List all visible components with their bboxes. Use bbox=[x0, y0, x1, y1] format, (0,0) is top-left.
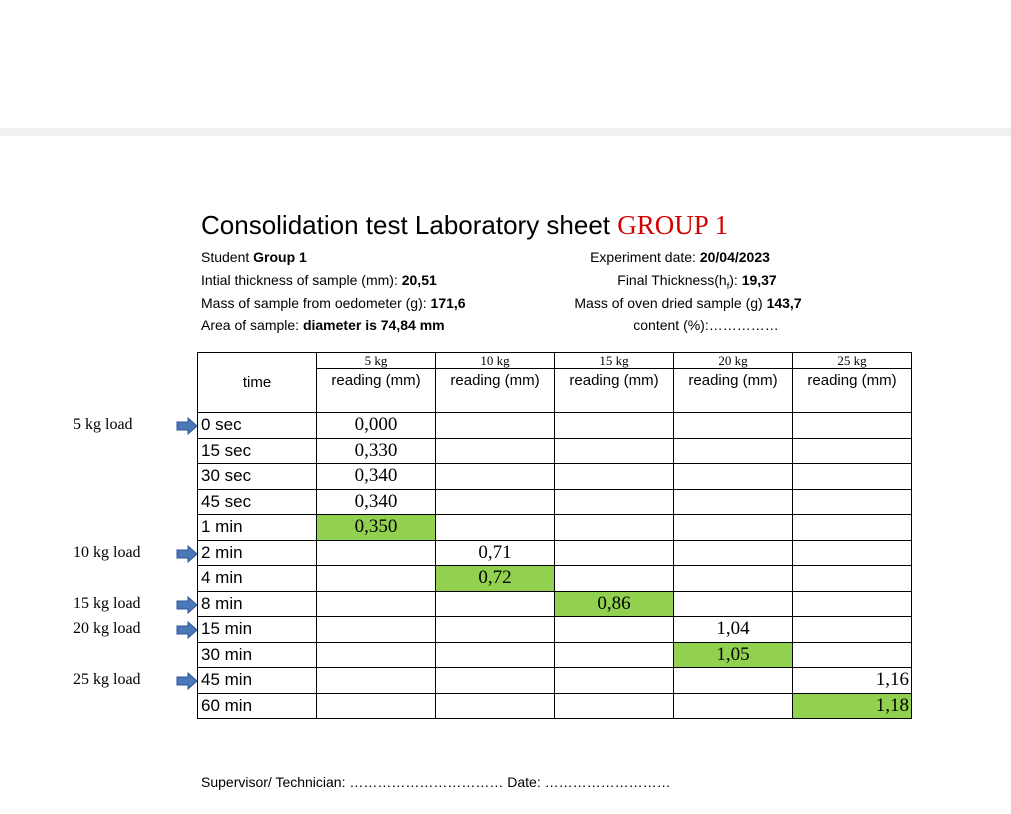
table-row bbox=[198, 668, 912, 694]
table-row bbox=[198, 464, 912, 490]
reading-cell bbox=[436, 464, 555, 490]
reading-cell: 0,330 bbox=[317, 438, 436, 464]
time-cell: 8 min bbox=[198, 591, 317, 617]
reading-cell: 1,18 bbox=[793, 693, 912, 719]
group-title: GROUP 1 bbox=[617, 210, 729, 240]
reading-cell: 1,16 bbox=[793, 668, 912, 694]
reading-cell: 0,350 bbox=[317, 515, 436, 541]
column-header bbox=[793, 353, 912, 413]
reading-cell bbox=[436, 668, 555, 694]
reading-cell bbox=[317, 693, 436, 719]
reading-cell bbox=[436, 515, 555, 541]
student-value: Group 1 bbox=[253, 249, 307, 265]
mass-oedometer-value: 171,6 bbox=[430, 295, 466, 311]
time-cell: 2 min bbox=[198, 540, 317, 566]
time-cell: 30 min bbox=[198, 642, 317, 668]
reading-cell bbox=[793, 642, 912, 668]
column-label: reading (mm) bbox=[807, 372, 897, 389]
time-cell: 45 min bbox=[198, 668, 317, 694]
reading-cell bbox=[317, 642, 436, 668]
time-header: time bbox=[198, 353, 317, 413]
reading-cell bbox=[674, 668, 793, 694]
student-info: Student Group 1 bbox=[201, 249, 307, 265]
reading-cell bbox=[555, 540, 674, 566]
reading-cell bbox=[436, 591, 555, 617]
reading-cell bbox=[555, 693, 674, 719]
table-row bbox=[198, 566, 912, 592]
initial-thickness-value: 20,51 bbox=[401, 272, 437, 288]
reading-cell bbox=[793, 591, 912, 617]
area-of-sample: Area of sample: diameter is 74,84 mm bbox=[201, 317, 445, 333]
column-header bbox=[436, 353, 555, 413]
reading-cell bbox=[555, 489, 674, 515]
reading-cell: 1,04 bbox=[674, 617, 793, 643]
reading-cell bbox=[436, 489, 555, 515]
time-cell: 1 min bbox=[198, 515, 317, 541]
reading-cell: 1,05 bbox=[674, 642, 793, 668]
reading-cell bbox=[674, 566, 793, 592]
reading-cell bbox=[793, 489, 912, 515]
reading-cell bbox=[793, 464, 912, 490]
supervisor-signature-line: Supervisor/ Technician: …………………………… Date: ……………………… bbox=[201, 774, 671, 790]
reading-cell bbox=[674, 438, 793, 464]
top-separator-band bbox=[0, 128, 1011, 136]
reading-cell: 0,71 bbox=[436, 540, 555, 566]
table-row bbox=[198, 642, 912, 668]
reading-cell bbox=[436, 413, 555, 439]
reading-cell bbox=[793, 413, 912, 439]
reading-cell bbox=[674, 489, 793, 515]
reading-cell bbox=[555, 668, 674, 694]
table-row bbox=[198, 540, 912, 566]
column-label: reading (mm) bbox=[450, 372, 540, 389]
reading-cell bbox=[555, 515, 674, 541]
table-row bbox=[198, 438, 912, 464]
initial-thickness: Intial thickness of sample (mm): 20,51 bbox=[201, 272, 437, 288]
table-row bbox=[198, 591, 912, 617]
reading-cell bbox=[317, 540, 436, 566]
reading-cell: 0,86 bbox=[555, 591, 674, 617]
column-label: reading (mm) bbox=[331, 372, 421, 389]
time-cell: 45 sec bbox=[198, 489, 317, 515]
reading-cell bbox=[793, 540, 912, 566]
time-cell: 30 sec bbox=[198, 464, 317, 490]
load-arrow-icon bbox=[176, 596, 198, 614]
reading-cell bbox=[793, 438, 912, 464]
table-row bbox=[198, 693, 912, 719]
column-header bbox=[317, 353, 436, 413]
column-header bbox=[674, 353, 793, 413]
table-row bbox=[198, 617, 912, 643]
table-row bbox=[198, 515, 912, 541]
reading-cell bbox=[555, 566, 674, 592]
reading-cell bbox=[674, 413, 793, 439]
reading-cell: 0,340 bbox=[317, 489, 436, 515]
column-load: 25 kg bbox=[793, 353, 911, 369]
load-arrow-icon bbox=[176, 621, 198, 639]
reading-cell bbox=[436, 642, 555, 668]
reading-cell: 0,000 bbox=[317, 413, 436, 439]
experiment-date: Experiment date: 20/04/2023 bbox=[590, 249, 770, 265]
reading-cell bbox=[555, 438, 674, 464]
final-thickness-value: 19,37 bbox=[741, 272, 777, 288]
load-label: 20 kg load bbox=[73, 620, 141, 637]
column-header bbox=[555, 353, 674, 413]
time-cell: 60 min bbox=[198, 693, 317, 719]
reading-cell bbox=[674, 591, 793, 617]
reading-cell bbox=[793, 566, 912, 592]
column-label: reading (mm) bbox=[688, 372, 778, 389]
reading-cell bbox=[555, 642, 674, 668]
reading-cell bbox=[674, 464, 793, 490]
time-cell: 15 sec bbox=[198, 438, 317, 464]
reading-cell bbox=[317, 617, 436, 643]
mass-oedometer: Mass of sample from oedometer (g): 171,6 bbox=[201, 295, 466, 311]
header-row bbox=[198, 353, 912, 413]
reading-cell bbox=[317, 668, 436, 694]
reading-cell bbox=[436, 693, 555, 719]
sheet-title bbox=[201, 210, 728, 241]
reading-cell bbox=[793, 617, 912, 643]
column-label: reading (mm) bbox=[569, 372, 659, 389]
column-load: 5 kg bbox=[317, 353, 435, 369]
table-row bbox=[198, 489, 912, 515]
load-label: 25 kg load bbox=[73, 671, 141, 688]
water-content: content (%):…………… bbox=[633, 317, 779, 333]
load-arrow-icon bbox=[176, 417, 198, 435]
reading-cell bbox=[436, 438, 555, 464]
reading-cell bbox=[555, 464, 674, 490]
reading-cell bbox=[555, 617, 674, 643]
column-load: 15 kg bbox=[555, 353, 673, 369]
load-arrow-icon bbox=[176, 672, 198, 690]
column-load: 10 kg bbox=[436, 353, 554, 369]
reading-cell bbox=[317, 591, 436, 617]
load-label: 5 kg load bbox=[73, 416, 133, 433]
reading-cell: 0,72 bbox=[436, 566, 555, 592]
load-label: 15 kg load bbox=[73, 594, 141, 612]
area-of-sample-value: diameter is 74,84 mm bbox=[302, 317, 445, 333]
table-row bbox=[198, 413, 912, 439]
reading-cell bbox=[793, 515, 912, 541]
sheet-title-text: Consolidation test Laboratory sheet bbox=[201, 210, 611, 240]
mass-oven-dried: Mass of oven dried sample (g) 143,7 bbox=[574, 295, 802, 311]
reading-cell: 0,340 bbox=[317, 464, 436, 490]
reading-cell bbox=[555, 413, 674, 439]
experiment-date-value: 20/04/2023 bbox=[699, 249, 770, 265]
final-thickness: Final $Thickness(h_f)$: 19,37 bbox=[617, 272, 777, 291]
reading-cell bbox=[674, 515, 793, 541]
time-cell: 4 min bbox=[198, 566, 317, 592]
column-load: 20 kg bbox=[674, 353, 792, 369]
reading-cell bbox=[674, 693, 793, 719]
load-label: 10 kg load bbox=[73, 543, 141, 561]
reading-cell bbox=[674, 540, 793, 566]
time-cell: 0 sec bbox=[198, 413, 317, 439]
load-arrow-icon bbox=[176, 545, 198, 563]
readings-table bbox=[197, 352, 912, 719]
time-cell: 15 min bbox=[198, 617, 317, 643]
reading-cell bbox=[436, 617, 555, 643]
mass-oven-dried-value: 143,7 bbox=[766, 295, 802, 311]
reading-cell bbox=[317, 566, 436, 592]
